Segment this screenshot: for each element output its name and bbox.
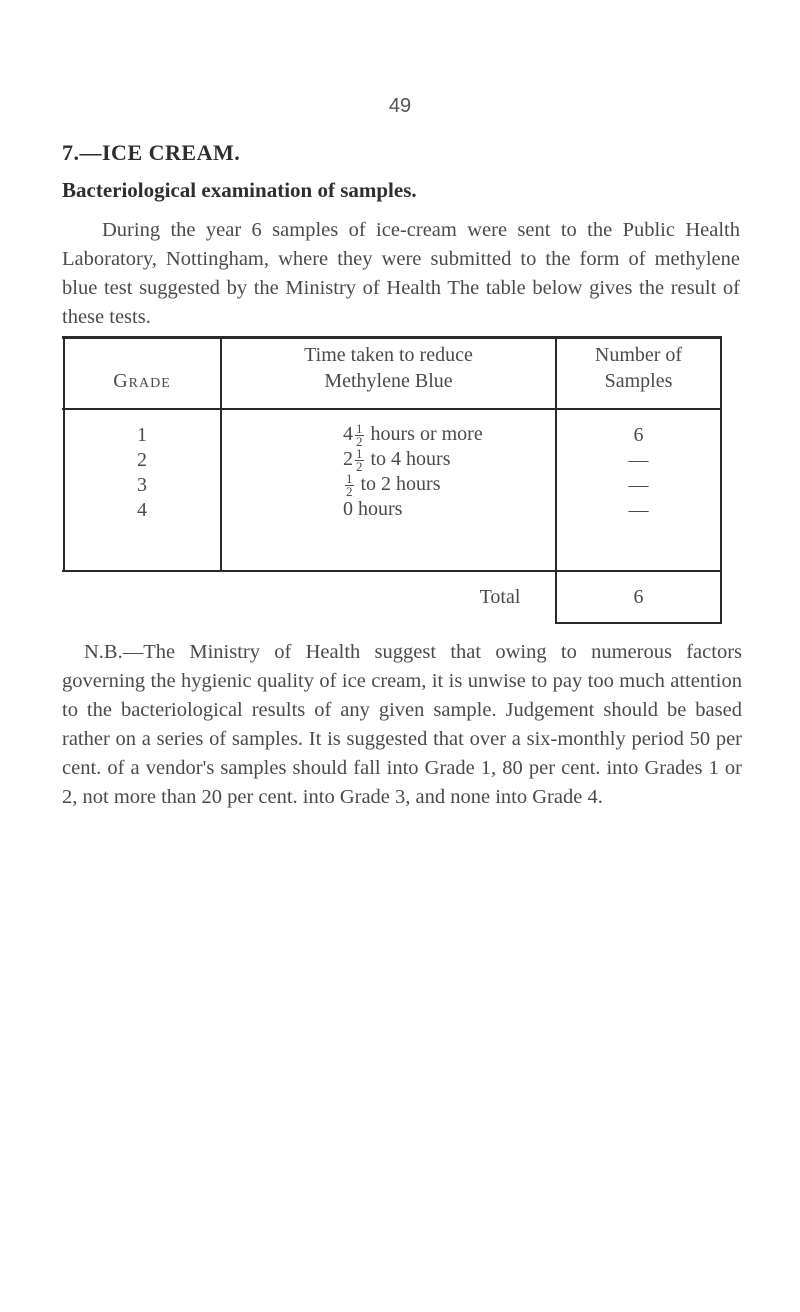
total-value: 6: [633, 586, 644, 608]
time-whole: 0: [343, 498, 353, 520]
time-text: to 4 hours: [370, 448, 451, 471]
time-fraction: $\frac{1}{2}$: [356, 446, 363, 474]
section-title: 7.—ICE CREAM.: [62, 140, 241, 165]
row-time: [343, 423, 483, 448]
time-fraction: $\frac{1}{2}$: [356, 421, 363, 449]
row-samples: —: [628, 449, 649, 471]
table-right-rule: [720, 336, 722, 623]
row-time: [343, 448, 451, 473]
body-bottom-rule: [62, 570, 722, 572]
total-bottom-rule: [555, 622, 722, 624]
row-grade: 1: [137, 424, 147, 446]
header-grade: Grade: [113, 370, 171, 392]
subtitle: Bacteriological examination of samples.: [62, 178, 417, 202]
row-grade: 2: [137, 449, 147, 471]
time-text: to 2 hours: [360, 473, 441, 496]
header-samples-line2: Samples: [604, 370, 673, 392]
table-top-rule: [62, 336, 722, 339]
row-time: [343, 473, 441, 498]
time-text: hours or more: [370, 423, 483, 446]
row-samples: —: [628, 474, 649, 496]
time-text: hours: [358, 498, 403, 520]
row-time: [343, 498, 402, 521]
time-fraction: $\frac{1}{2}$: [346, 471, 353, 499]
note-paragraph: N.B.—The Ministry of Health suggest that owing to numerous factors governing the hygienic quality of ice cream, it is unwise to pay too much attention to the bacteriological results of any given sample. Judgement should be based rather on a series of samples. It is suggested that over a six-monthly period 50 per cent. of a vendor's samples should fall into Grade 1, 80 per cent. into Grades 1 or 2, not more than 20 per cent. into Grade 3, and none into Grade 4.: [62, 641, 742, 808]
row-grade: 4: [137, 499, 147, 521]
header-samples-line1: Number of: [594, 344, 683, 366]
row-samples: —: [628, 499, 649, 521]
header-bottom-rule: [62, 408, 722, 410]
page-number: 49: [388, 95, 412, 117]
time-whole: 4: [343, 423, 353, 446]
row-samples: 6: [633, 424, 644, 446]
header-time-line1: Time taken to reduce: [304, 344, 473, 366]
header-time-line2: Methylene Blue: [324, 370, 453, 392]
time-whole: 2: [343, 448, 353, 471]
intro-paragraph: During the year 6 samples of ice-cream were sent to the Public Health Laboratory, Nottingham, where they were submitted to the form of methylene blue test suggested by the Ministry of Health The table below gives the result of these tests.: [62, 219, 740, 328]
row-grade: 3: [137, 474, 147, 496]
total-label: Total: [479, 586, 521, 608]
